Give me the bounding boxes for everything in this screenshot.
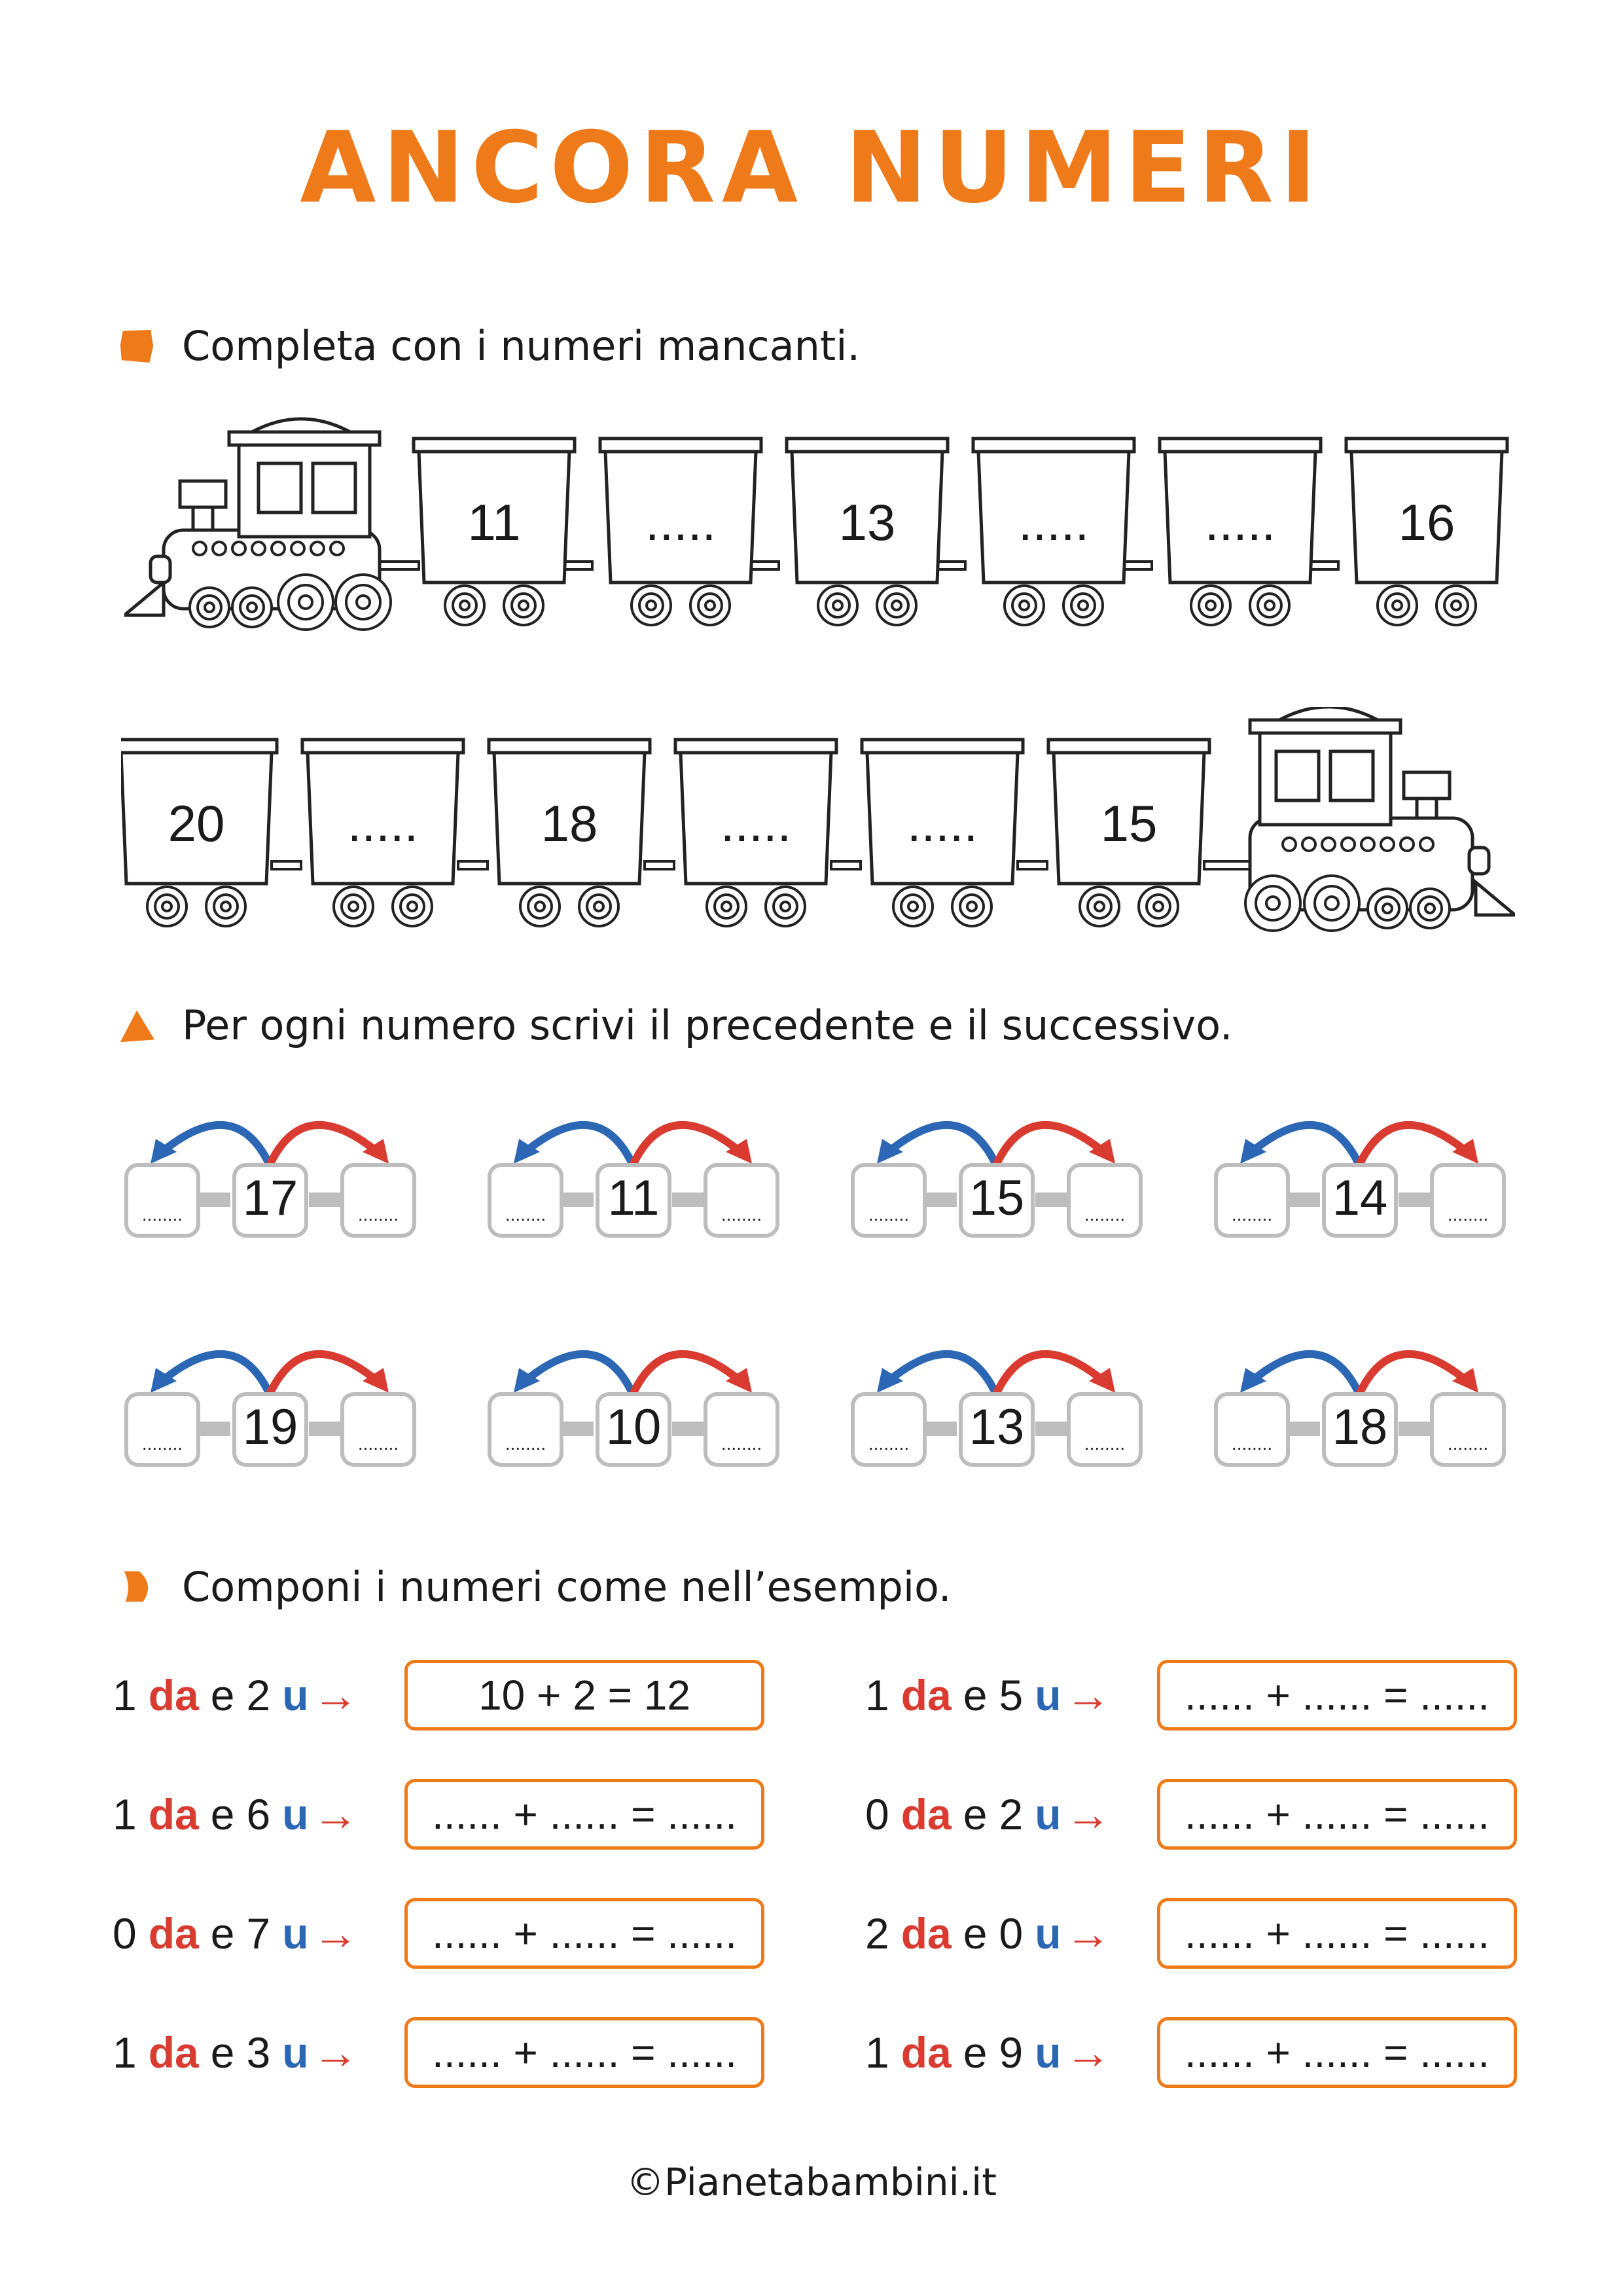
tens-value: 0	[113, 1909, 137, 1958]
next-arrow-icon	[633, 1125, 739, 1165]
units-label: u	[1035, 1790, 1061, 1839]
tens-value: 1	[865, 2028, 889, 2077]
next-blank[interactable]: ........	[357, 1433, 399, 1454]
train1-wagon-1	[414, 439, 575, 625]
given-number: 10	[605, 1399, 662, 1455]
compose-answer-box[interactable]: ...... + ...... = ......	[404, 1898, 764, 1969]
units-value: 6	[246, 1790, 271, 1839]
train2-wagon-number-1: 20	[168, 795, 225, 852]
units-label: u	[282, 2028, 309, 2077]
number-neighbors-r2-4	[1214, 1316, 1508, 1473]
and-label: e	[963, 1671, 988, 1719]
orange-drop-bullet-icon	[118, 1568, 156, 1605]
right-arrow-icon: →	[1065, 1670, 1111, 1721]
units-label: u	[1035, 1671, 1061, 1719]
given-number: 19	[242, 1399, 298, 1455]
compose-row-right-2	[865, 1775, 1111, 1854]
train1-wagon-number-3: 13	[838, 493, 896, 551]
tens-value: 1	[865, 1671, 889, 1719]
train2-wagon-1	[121, 740, 277, 926]
train2-wagon-3	[489, 740, 650, 926]
train2-wagon-6	[1048, 740, 1209, 926]
train1-wagon-number-6: 16	[1398, 493, 1455, 551]
units-label: u	[1035, 1909, 1061, 1958]
compose-answer-box: 10 + 2 = 12	[404, 1660, 764, 1731]
and-label: e	[963, 1909, 988, 1958]
previous-arrow-icon	[890, 1125, 996, 1165]
number-neighbors-r1-1	[124, 1086, 419, 1244]
tens-label: da	[148, 2028, 199, 2077]
right-arrow-icon: →	[1065, 1789, 1111, 1840]
previous-arrow-icon	[164, 1354, 270, 1394]
and-label: e	[963, 1790, 988, 1839]
compose-row-left-2	[113, 1775, 359, 1854]
given-number: 14	[1332, 1170, 1388, 1226]
train1-wagon-number-1: 11	[467, 493, 521, 551]
right-arrow-icon: →	[312, 1789, 359, 1840]
train2-wagon-number-6: 15	[1100, 795, 1158, 852]
compose-answer-box[interactable]: ...... + ...... = ......	[1157, 2017, 1517, 2088]
tens-value: 1	[113, 1671, 137, 1719]
right-arrow-icon: →	[312, 1670, 359, 1721]
next-blank[interactable]: ........	[1447, 1204, 1489, 1225]
and-label: e	[210, 1671, 235, 1719]
previous-blank[interactable]: ........	[505, 1204, 546, 1225]
units-value: 5	[999, 1671, 1024, 1719]
instruction-1: Completa con i numeri mancanti.	[182, 322, 861, 370]
previous-blank[interactable]: ........	[868, 1204, 910, 1225]
units-value: 0	[999, 1909, 1024, 1958]
compose-row-left-1	[113, 1656, 359, 1734]
train1-wagon-number-4[interactable]: .....	[1018, 493, 1090, 551]
right-arrow-icon: →	[1065, 2027, 1111, 2078]
train2-wagon-number-2[interactable]: .....	[347, 795, 419, 852]
next-blank[interactable]: ........	[1084, 1433, 1126, 1454]
given-number: 18	[1332, 1399, 1388, 1455]
next-blank[interactable]: ........	[721, 1433, 762, 1454]
next-blank[interactable]: ........	[357, 1204, 399, 1225]
number-neighbors-r2-3	[851, 1316, 1145, 1473]
orange-triangle-bullet-icon	[118, 1008, 156, 1046]
previous-arrow-icon	[527, 1354, 633, 1394]
next-blank[interactable]: ........	[1084, 1204, 1126, 1225]
number-neighbors-r2-2	[488, 1316, 782, 1473]
units-label: u	[1035, 2028, 1061, 2077]
train1-wagon-6	[1346, 439, 1507, 625]
compose-row-right-1	[865, 1656, 1111, 1734]
train1-wagon-2	[600, 439, 761, 625]
tens-label: da	[901, 1671, 952, 1719]
units-value: 2	[246, 1671, 271, 1719]
and-label: e	[210, 2028, 235, 2077]
previous-blank[interactable]: ........	[868, 1433, 910, 1454]
tens-value: 0	[865, 1790, 889, 1839]
next-arrow-icon	[633, 1354, 739, 1394]
previous-arrow-icon	[890, 1354, 996, 1394]
tens-label: da	[148, 1790, 199, 1839]
previous-arrow-icon	[1253, 1125, 1359, 1165]
units-value: 3	[246, 2028, 271, 2077]
instruction-2: Per ogni numero scrivi il precedente e il successivo.	[182, 1001, 1233, 1049]
previous-blank[interactable]: ........	[1231, 1433, 1273, 1454]
train2-wagon-number-4[interactable]: .....	[720, 795, 792, 852]
previous-arrow-icon	[164, 1125, 270, 1165]
compose-answer-box[interactable]: ...... + ...... = ......	[404, 2017, 764, 2088]
and-label: e	[210, 1790, 235, 1839]
right-arrow-icon: →	[312, 2027, 359, 2078]
right-arrow-icon: →	[312, 1908, 359, 1959]
next-arrow-icon	[1359, 1125, 1465, 1165]
tens-label: da	[901, 1909, 952, 1958]
tens-value: 2	[865, 1909, 889, 1958]
train-2-drawing	[121, 707, 1515, 969]
next-arrow-icon	[270, 1354, 376, 1394]
compose-row-right-4	[865, 2013, 1111, 2092]
tens-label: da	[901, 1790, 952, 1839]
number-neighbors-r1-4	[1214, 1086, 1508, 1244]
train1-wagon-5	[1160, 439, 1321, 625]
next-arrow-icon	[270, 1125, 376, 1165]
units-label: u	[282, 1671, 309, 1719]
next-arrow-icon	[996, 1125, 1102, 1165]
footer-copyright: ©Pianetabambini.it	[626, 2160, 997, 2204]
tens-label: da	[901, 2028, 952, 2077]
train-2	[121, 707, 1515, 969]
previous-blank[interactable]: ........	[141, 1433, 183, 1454]
previous-blank[interactable]: ........	[1231, 1204, 1273, 1225]
train1-wagon-number-2[interactable]: .....	[645, 493, 717, 551]
train2-wagon-5	[862, 740, 1023, 926]
train2-wagon-4	[675, 740, 836, 926]
units-value: 7	[246, 1909, 271, 1958]
given-number: 15	[969, 1170, 1025, 1226]
tens-label: da	[148, 1671, 199, 1719]
and-label: e	[210, 1909, 235, 1958]
next-arrow-icon	[996, 1354, 1102, 1394]
previous-arrow-icon	[527, 1125, 633, 1165]
units-value: 2	[999, 1790, 1024, 1839]
compose-answer-box[interactable]: ...... + ...... = ......	[1157, 1898, 1517, 1969]
tens-label: da	[148, 1909, 199, 1958]
and-label: e	[963, 2028, 988, 2077]
given-number: 13	[969, 1399, 1025, 1455]
units-value: 9	[999, 2028, 1024, 2077]
compose-row-left-3	[113, 1894, 359, 1973]
tens-value: 1	[113, 1790, 137, 1839]
train-1-drawing	[124, 406, 1518, 648]
number-neighbors-r2-1	[124, 1316, 419, 1473]
given-number: 17	[242, 1170, 298, 1226]
previous-blank[interactable]: ........	[505, 1433, 546, 1454]
train-1	[124, 406, 1518, 648]
train2-wagon-number-5[interactable]: .....	[906, 795, 978, 852]
compose-answer-box[interactable]: ...... + ...... = ......	[1157, 1660, 1517, 1731]
compose-row-right-3	[865, 1894, 1111, 1973]
train2-wagon-2	[302, 740, 463, 926]
units-label: u	[282, 1909, 309, 1958]
number-neighbors-r1-2	[488, 1086, 782, 1244]
orange-blob-bullet-icon	[118, 327, 156, 365]
given-number: 11	[607, 1170, 660, 1226]
number-neighbors-r1-3	[851, 1086, 1145, 1244]
right-arrow-icon: →	[1065, 1908, 1111, 1959]
units-label: u	[282, 1790, 309, 1839]
next-blank[interactable]: ........	[721, 1204, 762, 1225]
train1-wagon-4	[973, 439, 1134, 625]
previous-arrow-icon	[1253, 1354, 1359, 1394]
instruction-3: Componi i numeri come nell’esempio.	[182, 1563, 952, 1611]
train1-wagon-3	[787, 439, 948, 625]
tens-value: 1	[113, 2028, 137, 2077]
page-title: ANCORA NUMERI	[300, 111, 1323, 225]
compose-row-left-4	[113, 2013, 359, 2092]
next-blank[interactable]: ........	[1447, 1433, 1489, 1454]
previous-blank[interactable]: ........	[141, 1204, 183, 1225]
compose-answer-box[interactable]: ...... + ...... = ......	[1157, 1779, 1517, 1850]
next-arrow-icon	[1359, 1354, 1465, 1394]
train1-wagon-number-5[interactable]: .....	[1204, 493, 1276, 551]
train2-wagon-number-3: 18	[541, 795, 598, 852]
compose-answer-box[interactable]: ...... + ...... = ......	[404, 1779, 764, 1850]
